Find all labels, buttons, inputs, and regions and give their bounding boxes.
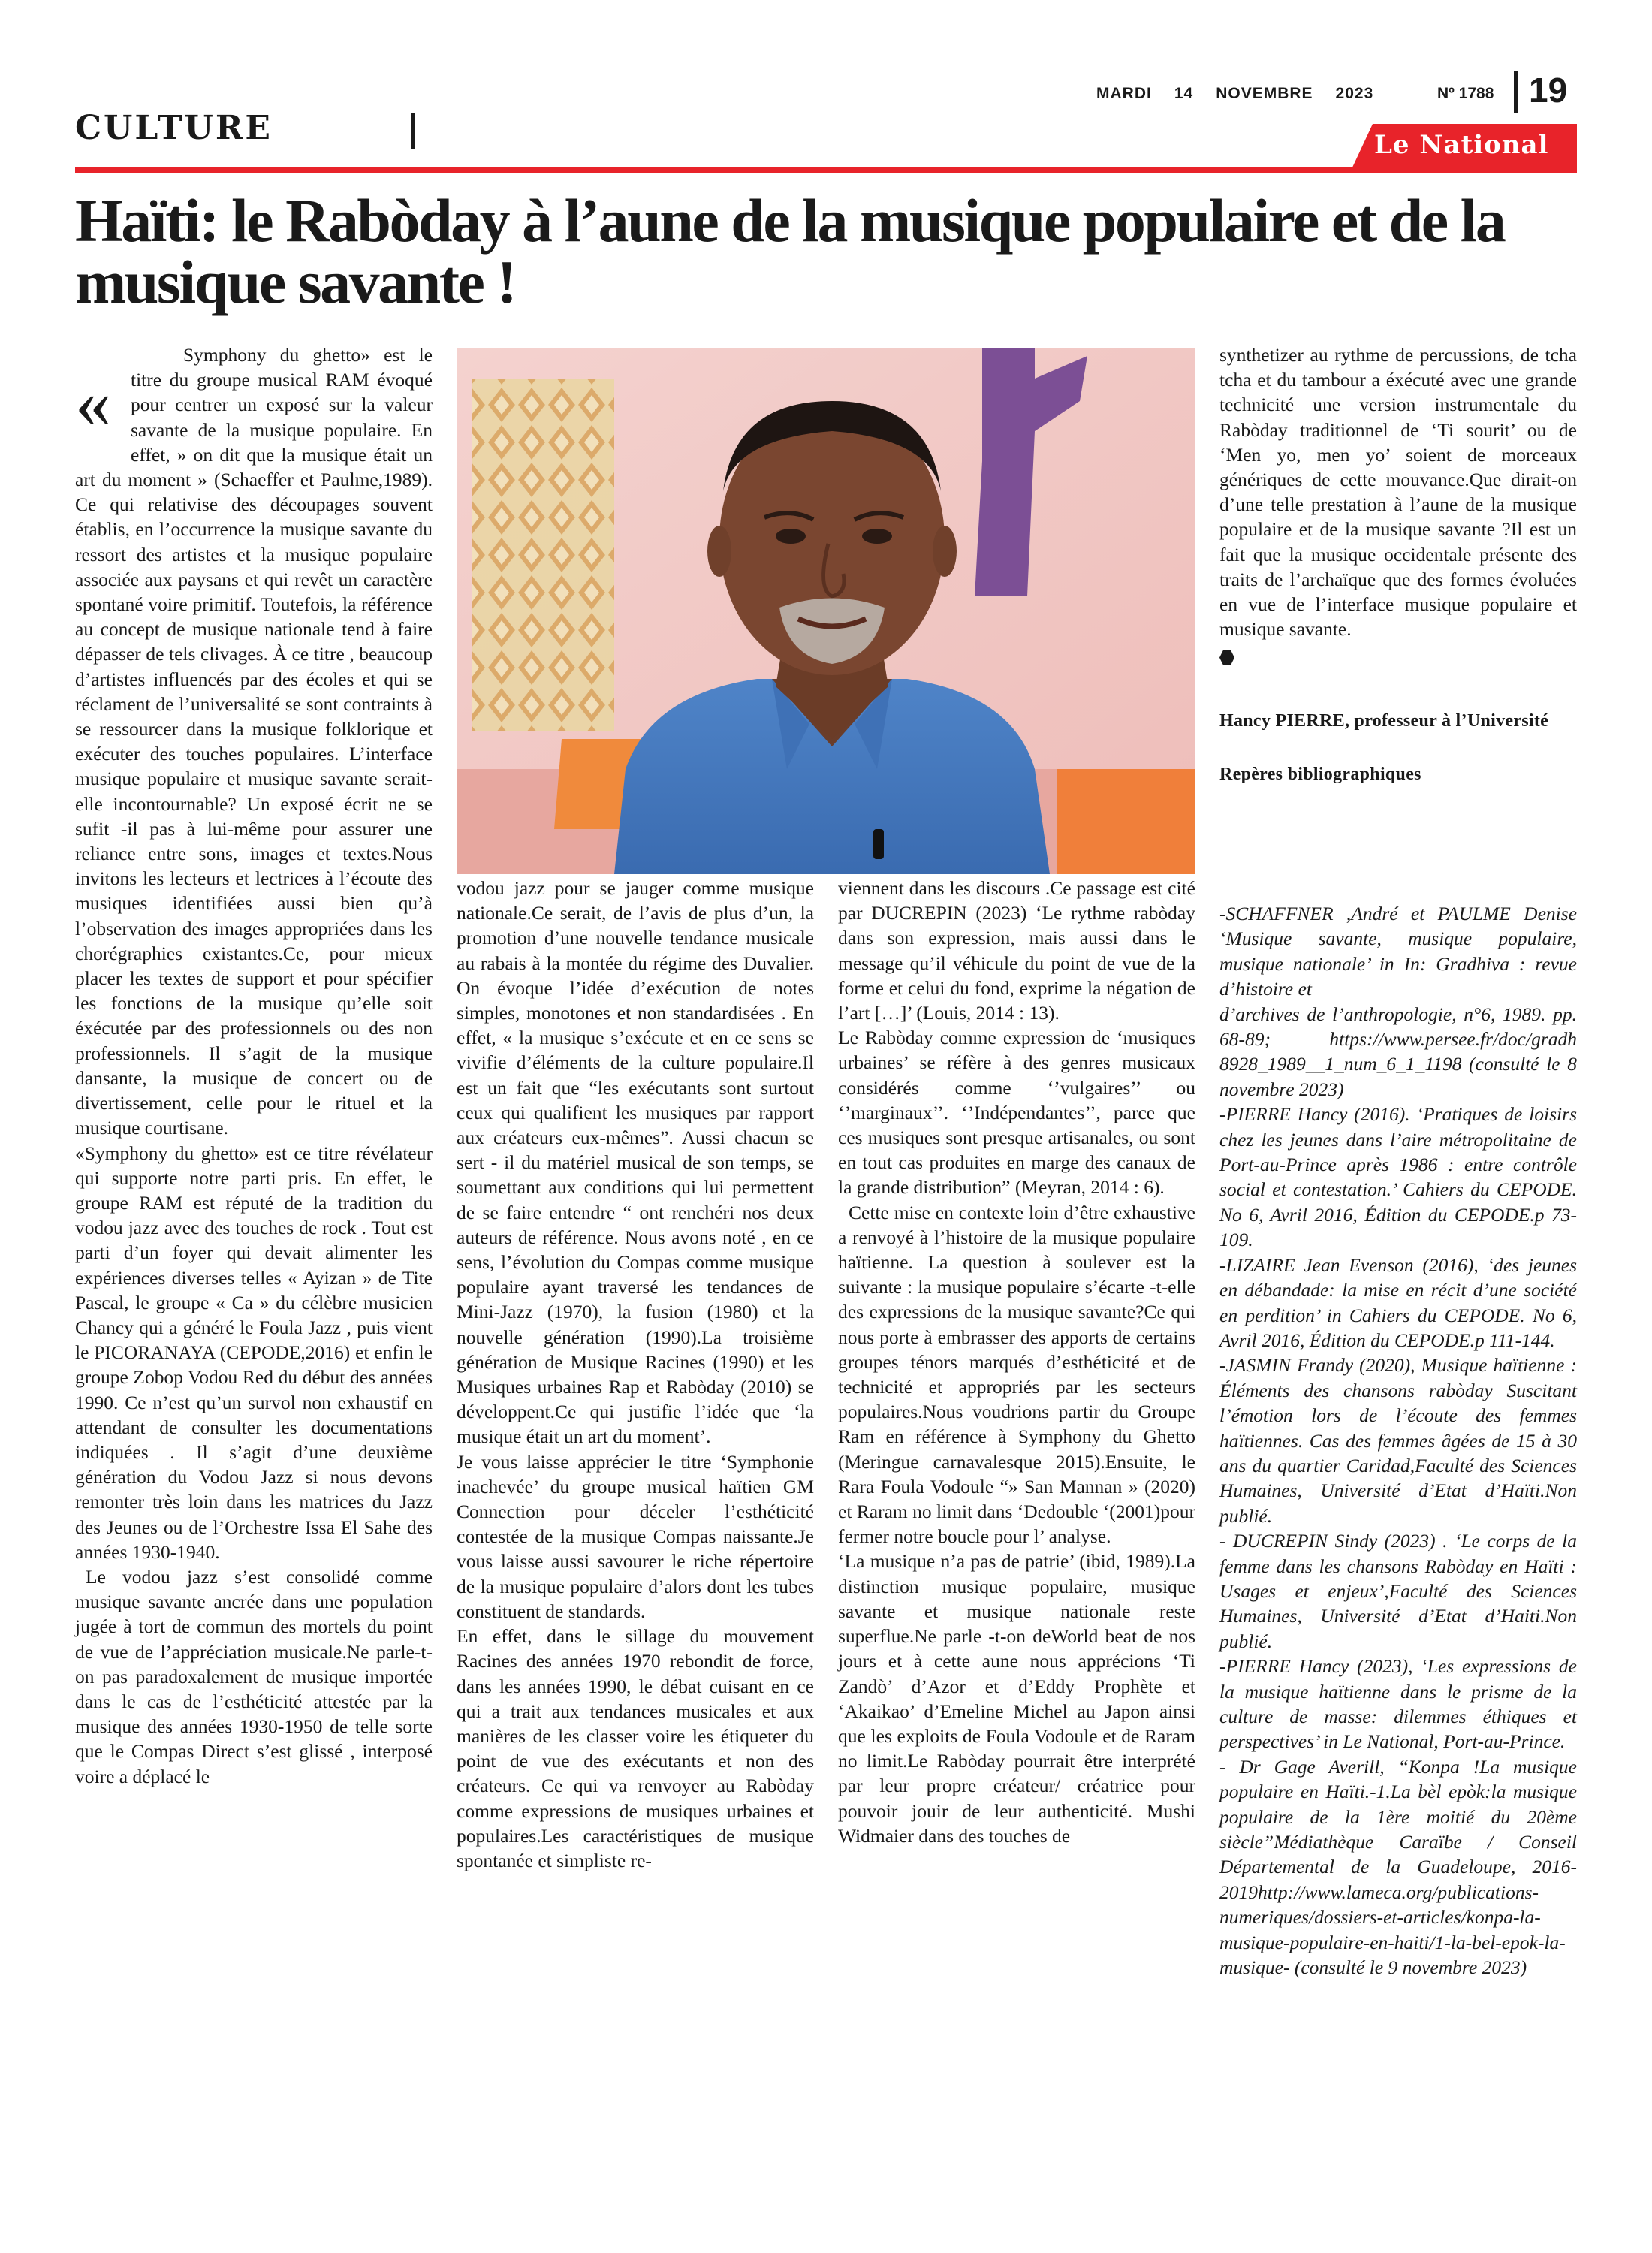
page-number: 19 — [1529, 71, 1568, 110]
header-rule — [75, 167, 1577, 173]
bibliography-entry: -PIERRE Hancy (2023), ‘Les expressions de la musique haïtienne dans le prisme de la culture de masse: dilemmes éthiques et perspectives’ in Le National, Port-au-Prince. — [1219, 1655, 1577, 1753]
bibliography-entry: d’archives de l’anthropologie, n°6, 1989. pp. 68-89; https://www.persee.fr/doc/gradh 8928_1989__1_num_6_1_1198 (consulté le 8 novembre 2023) — [1219, 1003, 1577, 1100]
section-divider — [411, 113, 415, 149]
bibliography-entry: - DUCREPIN Sindy (2023) . ‘Le corps de la femme dans les chansons Rabòday en Haïti : Usages et enjeux’,Faculté des Sciences Humaines, Université d’Etat d’Haiti.Non publié. — [1219, 1530, 1577, 1652]
article-column-3 — [838, 876, 1195, 1848]
paragraph: Symphony du ghetto» est le titre du groupe musical RAM évoqué pour centrer un exposé sur la valeur savante de la musique populaire. En effet, » on dit que la musique était un art du moment » (Schaeffer et Paulme,1989). Ce qui relativise des découpages souvent établis, en l’occurrence la musique savante du ressort des artistes et la musique populaire associée aux paysans et qui revêt un caractère spontané voire primitif. Toutefois, la référence au concept de musique nationale tend à faire dépasser de tels clivages. À ce titre , beaucoup d’artistes influencés par des écoles et qui se réclament de l’universalité se sont contraints à se ressourcer dans la musique folklorique et exécuter des touches populaires. L’interface musique populaire et musique savante serait-elle incontournable? Un exposé écrit ne se sufit -il pas à lui-même pour assurer une reliance entre sons, images et textes.Nous invitons les lecteurs et lectrices à l’écoute des musiques identifiées aussi bien qu’à l’observation des images appropriées dans les chorégraphies existantes.Ce, pour mieux placer les textes de support et pour spécifier les fonctions de la musique qu’elle soit éxécutée par des professionnels ou des non professionnels. Il s’agit de la musique dansante, la musique de concert ou de divertissement, celle pour le rituel et la musique courtisane. — [75, 344, 433, 1139]
bibliography-list — [1219, 901, 1577, 1980]
bibliography-entry: -LIZAIRE Jean Evenson (2016), ‘des jeunes en débandade: la mise en récit d’une société en perdition’ in Cahiers du CEPODE. No 6, Avril 2016, Édition du CEPODE.p 111-144. — [1219, 1253, 1577, 1351]
section-label: CULTURE — [75, 109, 273, 147]
paragraph: vodou jazz pour se jauger comme musique nationale.Ce serait, de l’avis de plus d’un, la promotion d’une nouvelle tendance musicale au rabais à la montée du régime des Duvalier. On évoque l’idée d’exécution de notes simples, monotones et non standardisées . En effet, « la musique s’exécute et en ce sens se vivifie d’éléments de la culture populaire.Il est un fait que “les exécutants sont surtout ceux qui qualifient les musiques par rapport aux créateurs eux-mêmes”. Aussi chacun se sert - il du matériel musical de son temps, se soumettant aux conditions qui lui permettent de se faire entendre “ ont renchéri nos deux auteurs de référence. Nous avons noté , en ce sens, l’évolution du Compas comme musique populaire ayant traversé les tendances de Mini-Jazz (1970), la fusion (1980) et la nouvelle génération (1990).La troisième génération de Musique Racines (1990) et les Musiques urbaines Rap et Rabòday (2010) se développent.Ce qui justifie l’idée que ‘la musique était un art du moment’. — [457, 877, 814, 1448]
opening-quote-mark: « — [75, 362, 111, 442]
end-mark-line — [1219, 641, 1577, 666]
date-number: 14 — [1174, 85, 1194, 102]
article-photo — [457, 348, 1195, 874]
article-column-4 — [1219, 342, 1577, 787]
author-byline: Hancy PIERRE, professeur à l’Université — [1219, 710, 1549, 731]
date-line — [1096, 85, 1396, 103]
date-day: MARDI — [1096, 85, 1152, 102]
headline: Haïti: le Rabòday à l’aune de la musique populaire et de la musique savante ! — [75, 186, 1505, 316]
paragraph — [1219, 342, 1577, 641]
paragraph: Le vodou jazz s’est consolidé comme musique savante ancrée dans une population jugée à tort de commun des mortels du point de vue de l’appréciation musicale.Ne parle-t-on pas paradoxalement de musique importée dans le cas de l’esthéticité attestée par la musique des années 1930-1950 de telle sorte que le Compas Direct s’est glissé , interposé voire a déplacé le — [75, 1565, 433, 1787]
paragraph: Cette mise en contexte loin d’être exhaustive a renvoyé à l’histoire de la musique populaire haïtienne. La question à soulever est la suivante : la musique populaire s’écarte -t-elle des expressions de la musique savante?Ce qui nous porte à embrasser des apports de certains groupes ténors marqués d’esthéticité et de technicité et appropriés par les secteurs populaires.Nous voudrions partir du Groupe Ram en référence à Symphony du Ghetto (Meringue carnavalesque 2015).Ensuite, le Rara Foula Vodoule “» San Mannan » (2020) et Raram no limit dans ‘Dedouble ‘(2001)pour fermer notre boucle pour l’ analyse. — [838, 1201, 1195, 1548]
paragraph: En effet, dans le sillage du mouvement Racines des années 1970 rebondit de force, dans les années 1990, le débat cuisant en ce qui a trait aux tendances musicales et aux manières de les classer voire les étiqueter du point de vue des exécutants et non des créateurs. Ce qui va renvoyer au Rabòday comme expressions de musiques urbaines et populaires.Les caractéristiques de musique spontanée et simpliste re- — [457, 1625, 814, 1871]
paragraph: Je vous laisse apprécier le titre ‘Symphonie inachevée’ du groupe musical haïtien GM Connection pour déceler l’esthéticité contestée de la musique Compas naissante.Je vous laisse aussi savourer le riche répertoire de la musique populaire d’alors dont les tubes constituent de standards. — [457, 1450, 814, 1622]
bibliography-entry: - Dr Gage Averill, “Konpa !La musique populaire en Haïti.-1.La bèl epòk:la musique populaire de la 1ère moitié du 20ème siècle”Médiathèque Caraïbe / Conseil Départemental de la Guadeloupe, 2016-2019http://www.lameca.org/publications-numeriques/dossiers-et-articles/konpa-la-musique-populaire-en-haiti/1-la-bel-epok-la-musique- (consulté le 9 novembre 2023) — [1219, 1755, 1577, 1979]
header-divider — [1514, 71, 1518, 113]
paragraph: ‘La musique n’a pas de patrie’ (ibid, 1989).La distinction musique populaire, musique savante et musique nationale reste superflue.Ne parle -t-on deWorld beat de nos jours et à cette aune nous apprécions ‘Ti Zandò’ d’Azor et d’Eddy Prophète et ‘Akaikao’ d’Emeline Michel au Japon ainsi que les exploits de Foula Vodoule et de Raram no limit.Le Rabòday pourrait être interprété par leur propre créateur/ créatrice pour pouvoir jouir de leur authenticité. Mushi Widmaier dans des touches de — [838, 1550, 1195, 1847]
newspaper-name: Le National — [1374, 130, 1549, 160]
bibliography-entry: -PIERRE Hancy (2016). ‘Pratiques de loisirs chez les jeunes dans l’aire métropolitaine de Port-au-Prince après 1986 : entre contrôle social et contestation.’ Cahiers du CEPODE. No 6, Avril 2016, Édition du CEPODE.p 73-109. — [1219, 1103, 1577, 1251]
end-of-article-icon — [1219, 650, 1234, 665]
bibliography-entry: -SCHAFFNER ,André et PAULME Denise ‘Musique savante, musique populaire, musique nationale’ in In: Gradhiva : revue d’histoire et — [1219, 903, 1577, 1000]
paragraph: viennent dans les discours .Ce passage est cité par DUCREPIN (2023) ‘Le rythme rabòday dans son expression, mais aussi dans le message qu’il véhicule du point de vue de la forme et celui du fond, exprime la négation de l’art […]’ (Louis, 2014 : 13). — [838, 877, 1195, 1024]
portrait-illustration — [457, 348, 1195, 874]
date-year: 2023 — [1335, 85, 1374, 102]
paragraph-text: synthetizer au rythme de percussions, de tcha tcha et du tambour a éxécuté avec une grande technicité une version instrumentale du Rabòday traditionnel de ‘Ti sourit’ ou de ‘Men yo, men yo’ soient de morceaux génériques de cette mouvance.Que dirait-on d’une telle prestation à l’aune de la musique populaire et de la musique savante ?Il est un fait que la musique occidentale présente des traits de l’archaïque que des formes évoluées en vue de l’interface musique populaire et musique savante. — [1219, 344, 1577, 641]
date-month: NOVEMBRE — [1216, 85, 1313, 102]
article-column-2 — [457, 876, 814, 1873]
bibliography-heading: Repères bibliographiques — [1219, 764, 1421, 784]
bibliography-entry: -JASMIN Frandy (2020), Musique haïtienne : Éléments des chansons rabòday Suscitant l’émotion lors de l’écoute des femmes haïtiennes. Cas des femmes âgées de 15 à 30 ans du quartier Caridad,Faculté des Sciences Humaines, Université d’Etat d’Haïti.Non publié. — [1219, 1354, 1577, 1527]
article-column-1 — [75, 342, 433, 1789]
paragraph: Le Rabòday comme expression de ‘musiques urbaines’ se réfère à des genres musicaux considérés comme ‘’vulgaires’’ ou ‘’marginaux’’. ‘’Indépendantes’’, parce que ces musiques sont presque artisanales, ou sont en tout cas produites en marge des canaux de la grande distribution” (Meyran, 2014 : 6). — [838, 1027, 1195, 1199]
issue-number: Nº 1788 — [1437, 85, 1494, 102]
paragraph: «Symphony du ghetto» est ce titre révélateur qui supporte notre parti pris. En effet, le groupe RAM est réputé de la tradition du vodou jazz avec des touches de rock . Tout est parti d’un foyer qui devait alimenter les expériences diverses telles « Ayizan » de Tite Pascal, le groupe « Ca » du célèbre musicien Chancy qui a généré le Foula Jazz , puis vient le PICORANAYA (CEPODE,2016) et enfin le groupe Zobop Vodou Red du début des années 1990. Ce n’est qu’un survol non exhaustif en attendant de consulter les documentations indiquées . Il s’agit d’une deuxième génération du Vodou Jazz si nous devons remonter très loin dans les matrices du Jazz des Jeunes ou de l’Orchestre Issa El Sahe des années 1930-1940. — [75, 1142, 433, 1563]
